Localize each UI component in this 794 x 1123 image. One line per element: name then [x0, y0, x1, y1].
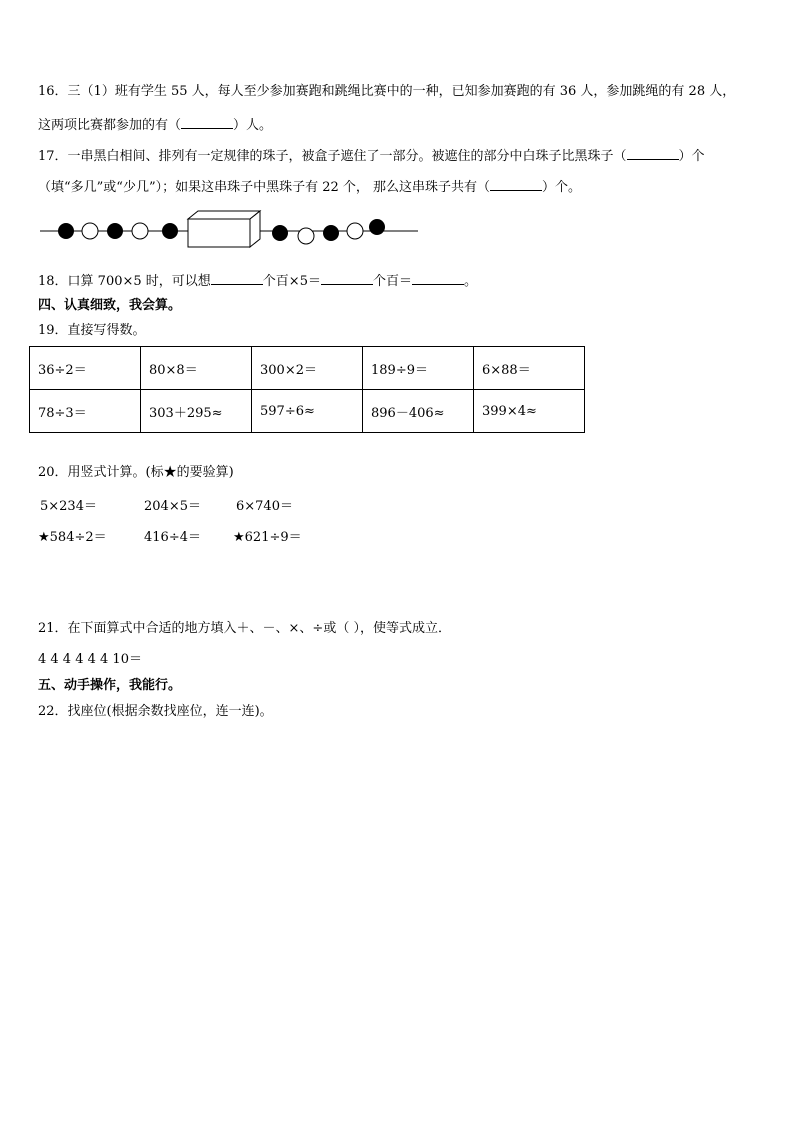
q17-answer-blank-2[interactable]: [490, 177, 542, 191]
q20-expr[interactable]: 416÷4＝: [144, 530, 201, 545]
q17-line1-pre: 17．一串黑白相间、排列有一定规律的珠子，被盒子遮住了一部分。被遮住的部分中白珠子比黑珠子（: [38, 149, 627, 164]
table-cell[interactable]: 597÷6≈: [252, 390, 363, 433]
covering-box: [188, 211, 260, 247]
q17-line2: [38, 177, 581, 197]
q21-title: 21．在下面算式中合适的地方填入＋、－、×、÷或（ ），使等式成立．: [38, 621, 451, 636]
black-bead: [369, 219, 385, 235]
q20-expr[interactable]: 5×234＝: [40, 499, 97, 514]
q18-part4: 。: [463, 274, 477, 289]
q20-expr[interactable]: 6×740＝: [236, 499, 293, 514]
q17-line2-post: ）个。: [542, 180, 582, 195]
q18-blank-2[interactable]: [321, 271, 373, 285]
q20-expr[interactable]: 204×5＝: [144, 499, 201, 514]
q20-title: 20．用竖式计算。(标★的要验算): [38, 465, 234, 480]
white-bead: [82, 223, 98, 239]
q16-line2-pre: 这两项比赛都参加的有（: [38, 118, 182, 133]
q16-answer-blank[interactable]: [181, 115, 233, 129]
table-cell[interactable]: 36÷2＝: [30, 347, 141, 390]
q20-expr[interactable]: ★584÷2＝: [38, 530, 107, 545]
q18-part3: 个百＝: [372, 274, 412, 289]
black-bead: [162, 223, 178, 239]
q17-answer-blank-1[interactable]: [627, 146, 679, 160]
black-bead: [323, 225, 339, 241]
table-cell[interactable]: 896－406≈: [363, 390, 474, 433]
q18-part1: 18．口算 700×5 时，可以想: [38, 274, 211, 289]
table-row: [30, 347, 585, 390]
q18-line: [38, 271, 477, 291]
q22-title: 22．找座位(根据余数找座位，连一连)。: [38, 704, 273, 719]
q16-line2: [38, 115, 272, 135]
q17-line1-post: ）个: [678, 149, 705, 164]
black-bead: [272, 225, 288, 241]
table-cell[interactable]: 303＋295≈: [141, 390, 252, 433]
q19-title: 19．直接写得数。: [38, 323, 146, 338]
q18-blank-3[interactable]: [412, 271, 464, 285]
table-row: [30, 390, 585, 433]
q17-line1: [38, 146, 705, 166]
table-cell[interactable]: 399×4≈: [474, 390, 585, 433]
q20-expr[interactable]: ★621÷9＝: [233, 530, 302, 545]
section-5-heading: 五、动手操作，我能行。: [38, 678, 182, 693]
table-cell[interactable]: 80×8＝: [141, 347, 252, 390]
black-bead: [58, 223, 74, 239]
q17-line2-pre: （填“多几”或“少几”）；如果这串珠子中黑珠子有 22 个， 那么这串珠子共有（: [38, 180, 491, 195]
white-bead: [347, 223, 363, 239]
bead-string-figure: [40, 205, 420, 249]
table-cell[interactable]: 189÷9＝: [363, 347, 474, 390]
q18-blank-1[interactable]: [211, 271, 263, 285]
q18-part2: 个百×5＝: [262, 274, 321, 289]
q16-line2-post: ）人。: [233, 118, 273, 133]
q19-table: [29, 346, 585, 433]
table-cell[interactable]: 300×2＝: [252, 347, 363, 390]
section-4-heading: 四、认真细致，我会算。: [38, 298, 182, 313]
white-bead: [132, 223, 148, 239]
white-bead: [298, 228, 314, 244]
table-cell[interactable]: 78÷3＝: [30, 390, 141, 433]
q21-expression[interactable]: 4 4 4 4 4 4 10＝: [38, 652, 142, 667]
black-bead: [107, 223, 123, 239]
table-cell[interactable]: 6×88＝: [474, 347, 585, 390]
q16-line1: 16．三（1）班有学生 55 人，每人至少参加赛跑和跳绳比赛中的一种，已知参加赛跑的有 36 人，参加跳绳的有 28 人，: [38, 84, 736, 99]
